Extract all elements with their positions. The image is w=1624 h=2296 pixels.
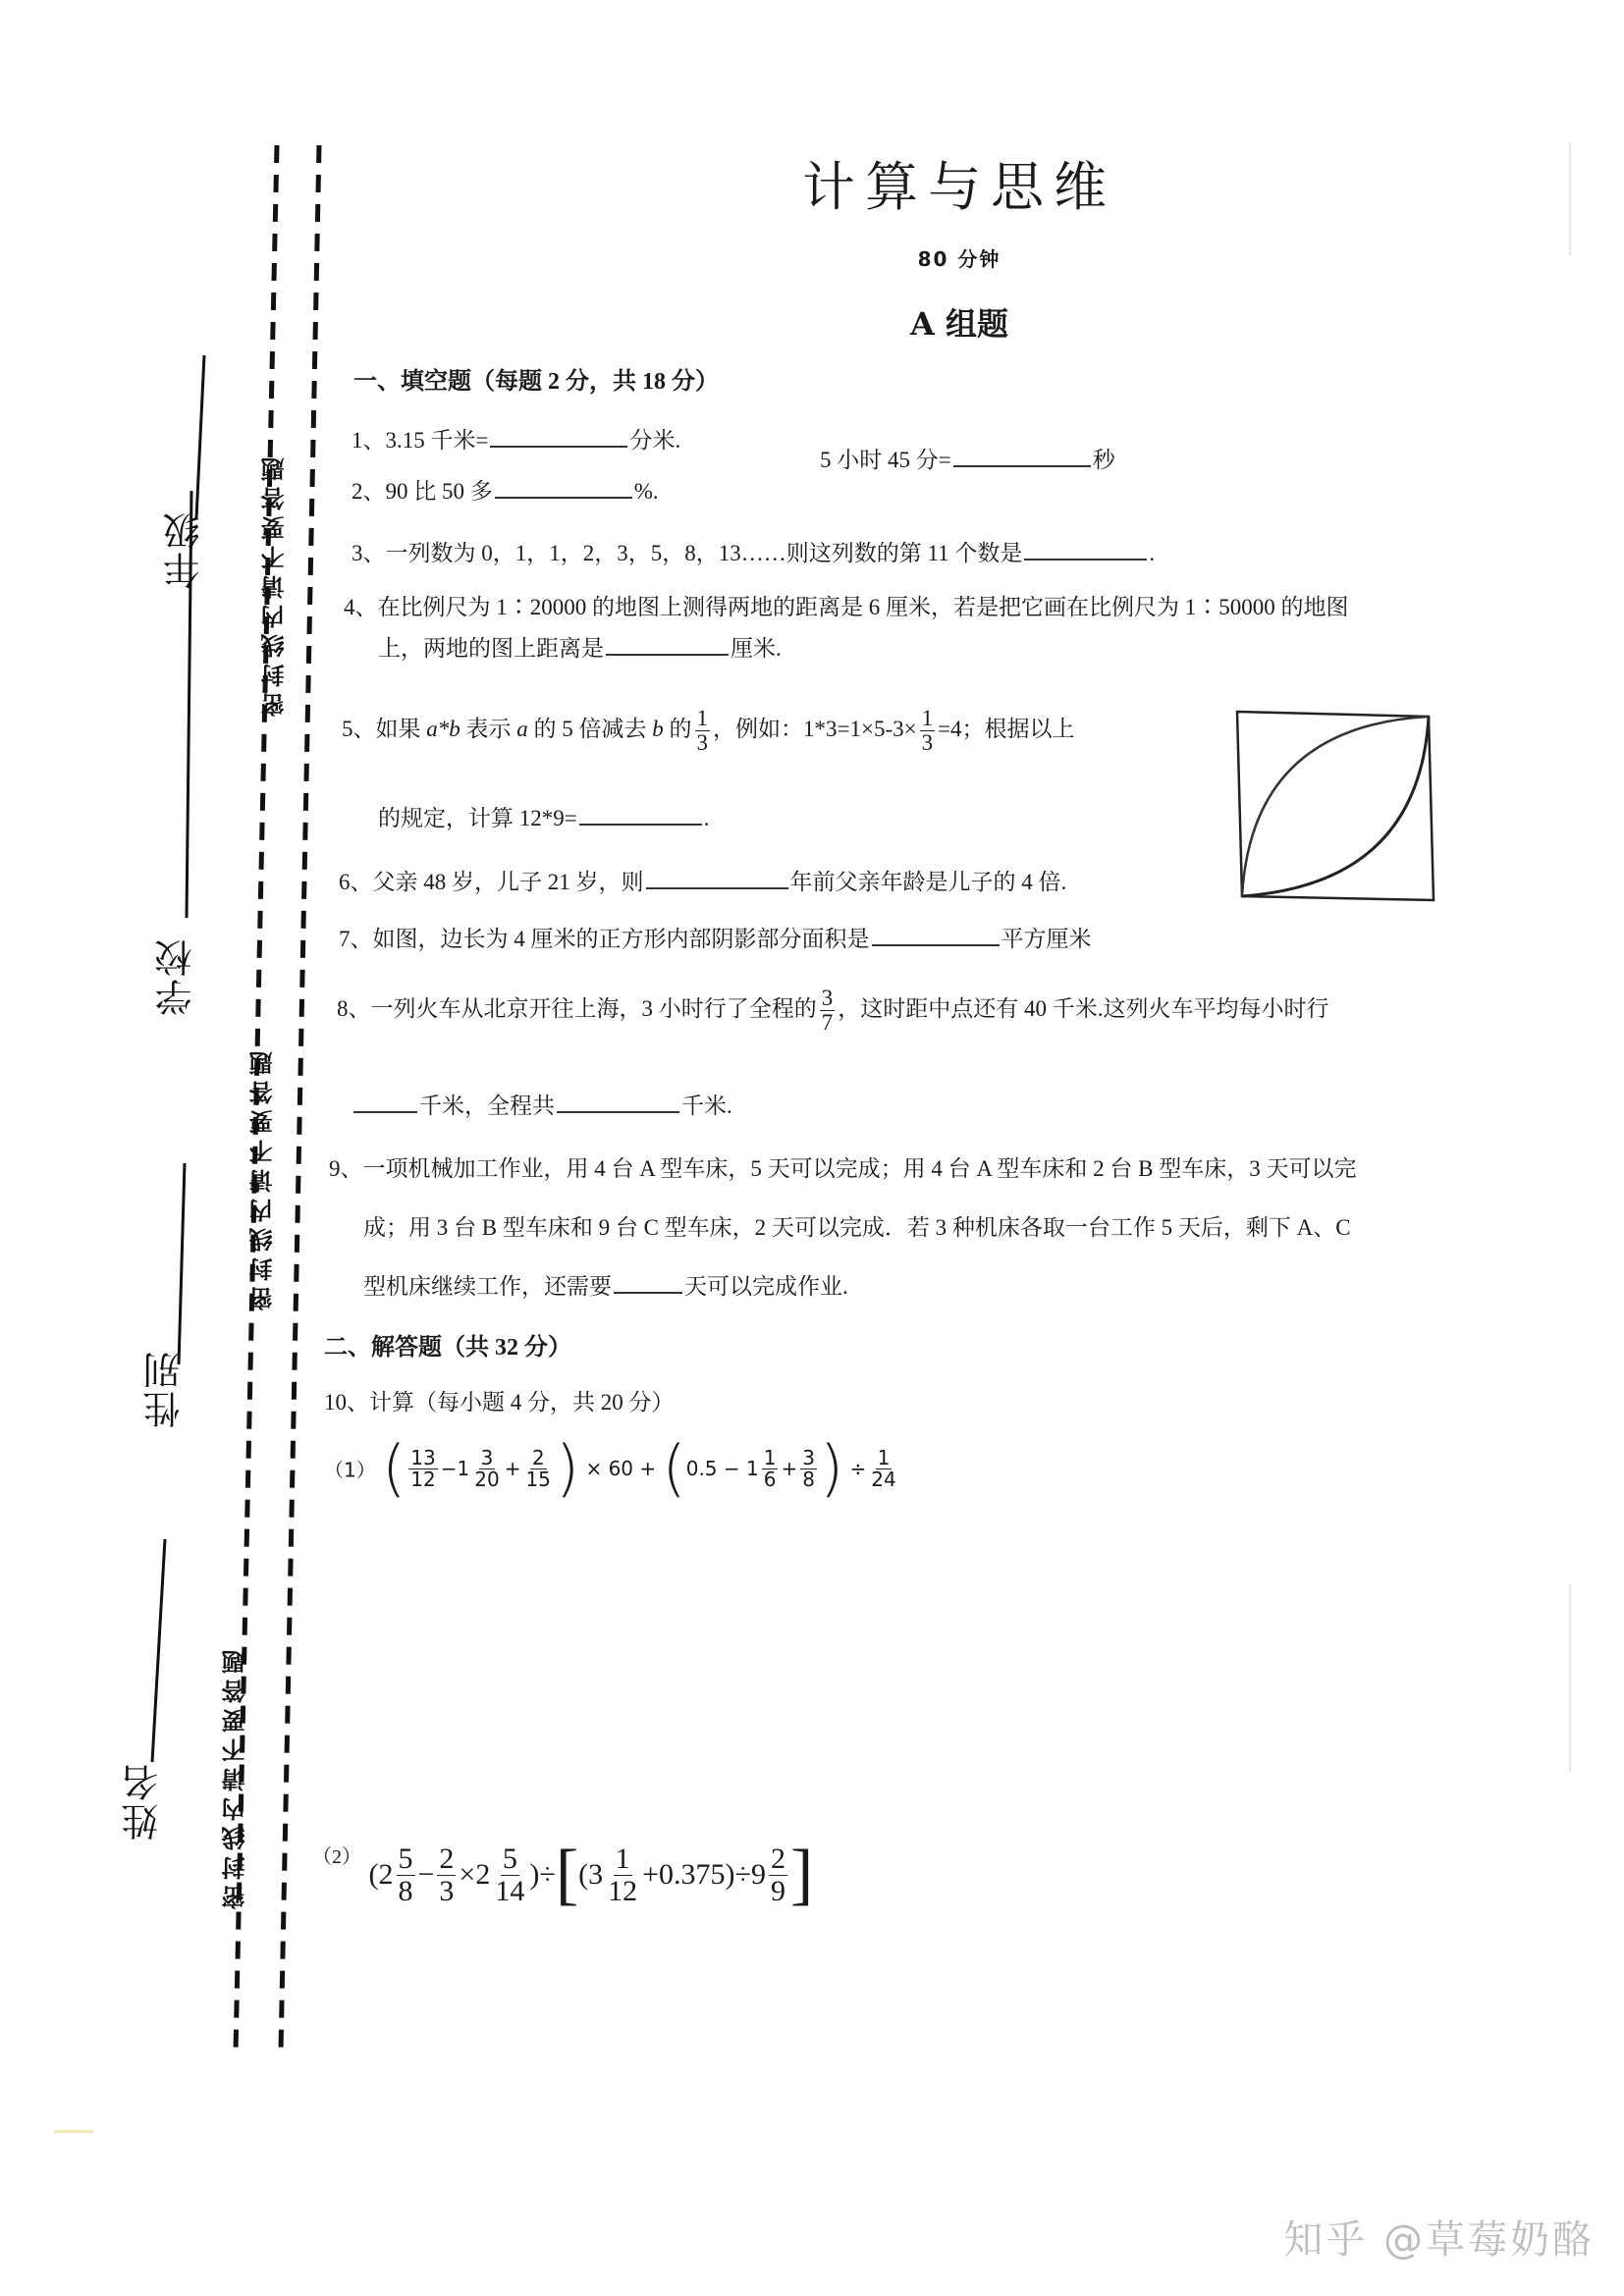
fraction-one-third: $\frac{1}{3}$ [921, 706, 934, 756]
exam-duration: 80 分钟 [917, 247, 1001, 271]
question-9-line3: 型机床继续工作，还需要 天可以完成作业. [363, 1274, 848, 1299]
watermark: 知乎 @草莓奶酪 [1283, 2217, 1595, 2263]
group-heading: A 组题 [910, 305, 1008, 343]
answer-blank[interactable] [606, 653, 729, 656]
question-8-line1: 8、一列火车从北京开往上海，3 小时行了全程的 $\frac{3}{7}$ ，这时距中点还有 40 千米.这列火车平均每小时行 [337, 986, 1329, 1036]
gender-label: 性别 [143, 1350, 187, 1428]
question-9-line2: 成；用 3 台 B 型车床和 9 台 C 型车床，2 天可以完成．若 3 种机床各取一台工作 5 天后，剩下 A、C [363, 1215, 1351, 1240]
fraction-three-sevenths: $\frac{3}{7}$ [821, 986, 834, 1036]
question-4-line2: 上，两地的图上距离是 厘米. [378, 636, 782, 661]
question-1a: 1、3.15 千米= 分米. [352, 428, 681, 453]
school-label: 学校 [155, 937, 198, 1016]
seal-dashed-line-inner [281, 145, 319, 2052]
section1-heading: 一、填空题（每题 2 分，共 18 分） [353, 369, 719, 395]
answer-blank[interactable] [1024, 558, 1147, 561]
question-8-line2: 千米，全程共 千米. [352, 1088, 732, 1120]
upper-arc [1242, 717, 1429, 896]
question-5-line2: 的规定，计算 12*9= . [378, 806, 710, 830]
name-fill-line [152, 1539, 165, 1762]
square-arcs-figure [1227, 697, 1453, 903]
question-5-line1: 5、如果 a*b 表示 a 的 5 倍减去 b 的 $\frac{1}{3}$ ，例如：1*3=1×5-3× $\frac{1}{3}$ =4；根据以上 [342, 706, 1075, 756]
section2-heading: 二、解答题（共 32 分） [324, 1335, 571, 1361]
question-7: 7、如图，边长为 4 厘米的正方形内部阴影部分面积是 平方厘米 [339, 927, 1092, 951]
seal-notice-bottom: 密封线内请不要答题 [222, 1644, 249, 1909]
fraction-one-third: $\frac{1}{3}$ [696, 706, 708, 756]
question-6: 6、父亲 48 岁，儿子 21 岁，则 年前父亲年龄是儿子的 4 倍. [339, 870, 1067, 894]
square-outline [1237, 712, 1434, 900]
answer-blank[interactable] [953, 464, 1091, 467]
answer-blank[interactable] [646, 886, 788, 889]
question-3: 3、一列数为 0，1，1，2，3，5，8，13……则这列数的第 11 个数是 . [352, 541, 1156, 565]
question-9-line1: 9、一项机械加工作业，用 4 台 A 型车床，5 天可以完成；用 4 台 A 型车床和 2 台 B 型车床，3 天可以完 [329, 1156, 1357, 1181]
answer-blank[interactable] [490, 445, 627, 448]
grade-fill-line [196, 355, 204, 518]
page-edge-mark [1569, 1585, 1571, 1772]
question-1b: 5 小时 45 分= 秒 [820, 448, 1115, 472]
answer-blank[interactable] [872, 943, 1000, 946]
problem-10-2: $^{(2)}$ (2 $\frac{5}{8}$ − $\frac{2}{3}$ ×2 $\frac{5}{14}$ )÷[(3 $\frac{1}{12}$ +0.375)÷9 $\frac{2}{9}$ ] [312, 1837, 814, 1912]
problem-10-1: （1） ( $\frac{13}{12}$ −1 $\frac{3}{20}$ + $\frac{2}{15}$ ) × 60 + (0.5 − 1 $\frac{1}{6}$ + $\frac{3}{8}$ ) ÷ $\frac{1}{24}$ [324, 1432, 896, 1504]
answer-blank[interactable] [495, 496, 632, 499]
answer-blank[interactable] [614, 1291, 682, 1294]
page-edge-mark [1569, 142, 1571, 255]
answer-blank[interactable] [353, 1110, 417, 1113]
name-label: 姓名 [122, 1762, 165, 1841]
scan-artifact [54, 2130, 93, 2133]
seal-notice-top: 密封线内请不要答题 [261, 452, 289, 717]
gender-fill-line [179, 1163, 185, 1364]
question-4-line1: 4、在比例尺为 1∶20000 的地图上测得两地的距离是 6 厘米，若是把它画在比例尺为 1∶50000 的地图 [344, 595, 1349, 619]
page-title: 计算与思维 [802, 156, 1116, 218]
grade-label: 年级 [163, 510, 206, 589]
lower-arc [1242, 717, 1429, 896]
answer-blank[interactable] [579, 823, 702, 826]
question-10-heading: 10、计算（每小题 4 分，共 20 分） [324, 1390, 675, 1415]
answer-blank[interactable] [557, 1110, 679, 1113]
seal-notice-middle: 密封线内请不要答题 [249, 1045, 277, 1310]
question-2: 2、90 比 50 多 %. [352, 479, 659, 504]
